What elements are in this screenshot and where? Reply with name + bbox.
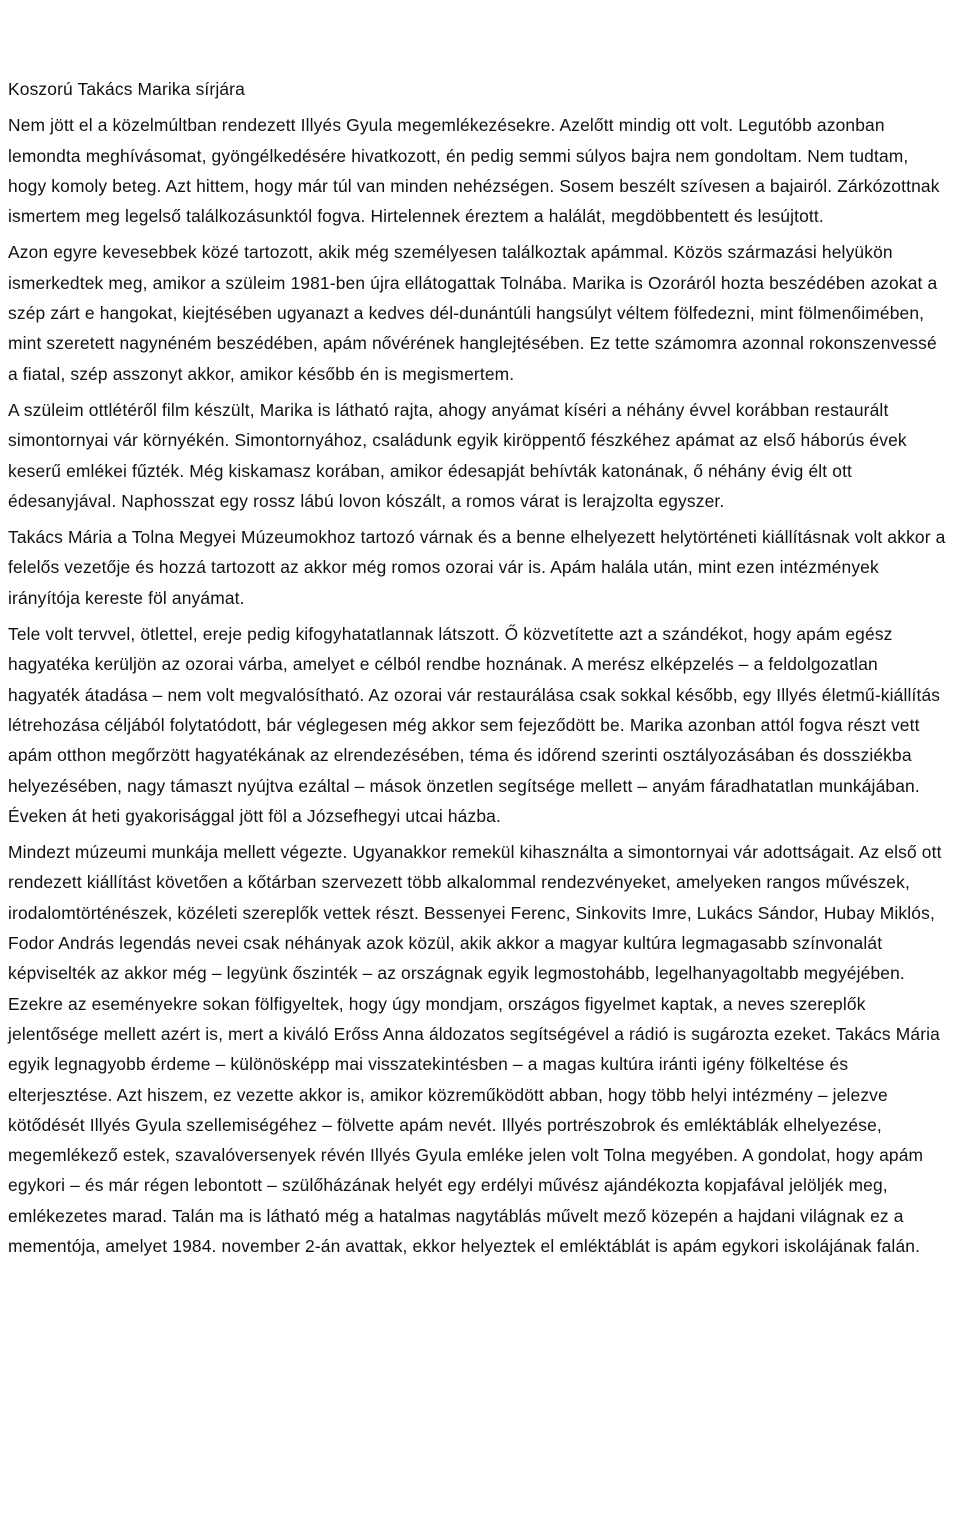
document-title: Koszorú Takács Marika sírjára: [8, 79, 245, 99]
document-body: [8, 74, 950, 1267]
paragraph-3: A szüleim ottlétéről film készült, Marika is látható rajta, ahogy anyámat kíséri a néhány évvel korábban restaurált simontornyai vár környékén. Simontornyához, családunk egyik kiröppentő fészkéhez apámat az első háborús évek keserű emlékei fűzték. Még kiskamasz korában, amikor édesapját behívták katonának, ő néhány évig élt ott édesanyjával. Naphosszat egy rossz lábú lovon kószált, a romos várat is lerajzolta egyszer.: [8, 399, 907, 511]
paragraph-5: Tele volt tervvel, ötlettel, ereje pedig kifogyhatatlannak látszott. Ő közvetítette azt a szándékot, hogy apám egész hagyatéka kerüljön az ozorai várba, amelyet e célból rendbe hoznának. A merész elképzelés – a feldolgozatlan hagyaték átadása – nem volt megvalósítható. Az ozorai vár restaurálása csak sokkal később, egy Illyés életmű-kiállítás létrehozása céljából folytatódott, bár véglegesen még akkor sem fejeződött be. Marika azonban attól fogva részt vett apám otthon megőrzött hagyatékának az elrendezésében, téma és időrend szerinti osztályozásában és dossziékba helyezésében, nagy támaszt nyújtva ezáltal – mások önzetlen segítsége mellett – anyám fáradhatatlan munkájában. Éveken át heti gyakorisággal jött föl a Józsefhegyi utcai házba.: [8, 624, 941, 826]
paragraph-1: Nem jött el a közelmúltban rendezett Illyés Gyula megemlékezésekre. Azelőtt mindig ott volt. Legutóbb azonban lemondta meghívásomat, gyöngélkedésére hivatkozott, én pedig semmi súlyos bajra nem gondoltam. Nem tudtam, hogy komoly beteg. Azt hittem, hogy már túl van minden nehézségen. Sosem beszélt szívesen a bajairól. Zárkózottnak ismertem meg legelső találkozásunktól fogva. Hirtelennek éreztem a halálát, megdöbbentett és lesújtott.: [8, 115, 940, 227]
paragraph-2: Azon egyre kevesebbek közé tartozott, akik még személyesen találkoztak apámmal. Közös származási helyükön ismerkedtek meg, amikor a szüleim 1981-ben újra ellátogattak Tolnába. Marika is Ozoráról hozta beszédében azokat a szép zárt e hangokat, kiejtésében ugyanazt a kedves dél-dunántúli hangsúlyt véltem fölfedezni, mint fölmenőimében, mint szeretett nagynéném beszédében, apám nővérének hanglejtésében. Ez tette számomra azonnal rokonszenvessé a fiatal, szép asszonyt akkor, amikor később én is megismertem.: [8, 242, 938, 384]
paragraph-4: Takács Mária a Tolna Megyei Múzeumokhoz tartozó várnak és a benne elhelyezett helytörténeti kiállításnak volt akkor a felelős vezetője és hozzá tartozott az akkor még romos ozorai vár is. Apám halála után, mint ezen intézmények irányítója kereste föl anyámat.: [8, 527, 946, 608]
paragraph-6: Mindezt múzeumi munkája mellett végezte. Ugyanakkor remekül kihasználta a simontornyai vár adottságait. Az első ott rendezett kiállítást követően a kőtárban szervezett több alkalommal rendezvényeket, amelyeken rangos művészek, irodalomtörténészek, közéleti szereplők vettek részt. Bessenyei Ferenc, Sinkovits Imre, Lukács Sándor, Hubay Miklós, Fodor András legendás nevei csak néhányak azok közül, akik akkor a magyar kultúra legmagasabb színvonalát képviselték az akkor még – legyünk őszinték – az országnak egyik legmostohább, legelhanyagoltabb megyéjében. Ezekre az eseményekre sokan fölfigyeltek, hogy úgy mondjam, országos figyelmet kaptak, a neves szereplők jelentősége mellett azért is, mert a kiváló Erőss Anna áldozatos segítségével a rádió is sugározta ezeket. Takács Mária egyik legnagyobb érdeme – különösképp mai visszatekintésben – a magas kultúra iránti igény fölkeltése és elterjesztése. Azt hiszem, ez vezette akkor is, amikor közreműködött abban, hogy több helyi intézmény – jelezve kötődését Illyés Gyula szellemiségéhez – fölvette apám nevét. Illyés portrészobrok és emléktáblák elhelyezése, megemlékező estek, szavalóversenyek révén Illyés Gyula emléke jelen volt Tolna megyében. A gondolat, hogy apám egykori – és már régen lebontott – szülőházának helyét egy erdélyi művész ajándékozta kopjafával jelöljék meg, emlékezetes marad. Talán ma is látható még a hatalmas nagytáblás művelt mező közepén a hajdani világnak ez a mementója, amelyet 1984. november 2-án avattak, ekkor helyeztek el emléktáblát is apám egykori iskolájának falán.: [8, 842, 942, 1256]
